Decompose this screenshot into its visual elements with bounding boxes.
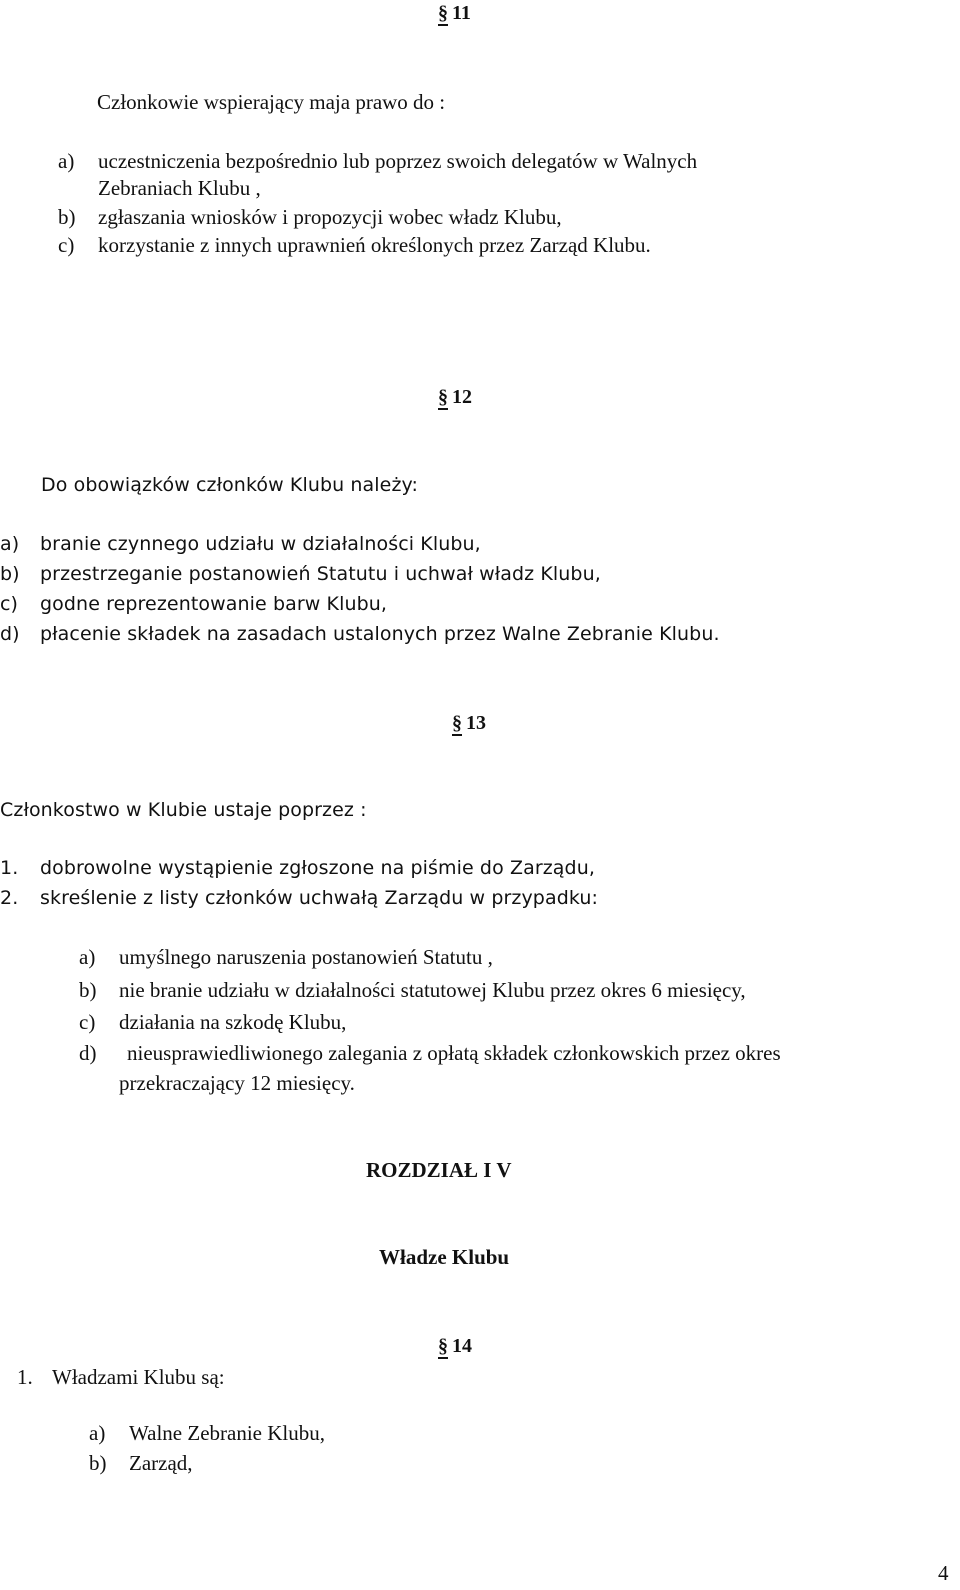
- section-13-intro: Członkostwo w Klubie ustaje poprzez :: [0, 799, 367, 821]
- item-text: Walne Zebranie Klubu,: [129, 1421, 325, 1445]
- item-text: uczestniczenia bezpośrednio lub poprzez swoich delegatów w Walnych: [98, 149, 698, 173]
- item-label: c): [58, 233, 75, 257]
- item-label: b): [58, 205, 76, 229]
- section-12-intro: Do obowiązków członków Klubu należy:: [41, 474, 418, 496]
- list-item: [79, 1040, 781, 1066]
- item-text: dobrowolne wystąpienie zgłoszone na piśmie do Zarządu,: [40, 857, 595, 879]
- item-text: korzystanie z innych uprawnień określonych przez Zarząd Klubu.: [98, 233, 651, 257]
- item-label: a): [89, 1421, 106, 1445]
- item-text: umyślnego naruszenia postanowień Statutu ,: [119, 945, 493, 969]
- section-11-intro: Członkowie wspierający maja prawo do :: [97, 90, 446, 114]
- item-label: a): [0, 533, 20, 555]
- item-continuation: przekraczający 12 miesięcy.: [119, 1071, 355, 1095]
- list-item: [79, 944, 493, 970]
- list-item: [58, 204, 562, 230]
- section-number: 14: [452, 1335, 472, 1357]
- item-text: nie branie udziału w działalności statutowej Klubu przez okres 6 miesięcy,: [119, 978, 746, 1002]
- list-item: [0, 531, 481, 557]
- chapter-subtitle: Władze Klubu: [379, 1245, 510, 1269]
- list-item: [0, 621, 720, 647]
- item-label: a): [79, 945, 96, 969]
- item-text: płacenie składek na zasadach ustalonych przez Walne Zebranie Klubu.: [40, 623, 720, 645]
- list-item: [17, 1364, 225, 1390]
- chapter-title: ROZDZIAŁ I V: [366, 1158, 512, 1182]
- item-continuation: Zebraniach Klubu ,: [98, 176, 261, 200]
- list-item: [0, 591, 387, 617]
- item-label: b): [0, 563, 20, 585]
- item-text: działania na szkodę Klubu,: [119, 1010, 347, 1034]
- list-item: [0, 855, 595, 881]
- item-label: c): [0, 593, 19, 615]
- item-text: zgłaszania wniosków i propozycji wobec władz Klubu,: [98, 205, 562, 229]
- item-text: branie czynnego udziału w działalności Klubu,: [40, 533, 481, 555]
- paragraph-symbol: §: [452, 712, 462, 734]
- list-item: [79, 977, 746, 1003]
- list-item: [0, 561, 601, 587]
- list-item: [89, 1450, 193, 1476]
- list-item: [58, 148, 697, 174]
- item-label: a): [58, 149, 75, 173]
- item-label: 1.: [17, 1365, 33, 1389]
- section-11-heading: [438, 0, 471, 26]
- paragraph-symbol: §: [438, 2, 448, 24]
- list-item: [58, 232, 651, 258]
- item-text: Władzami Klubu są:: [52, 1365, 225, 1389]
- section-number: 13: [466, 712, 486, 734]
- section-13-heading: [452, 710, 486, 736]
- item-label: d): [79, 1041, 97, 1065]
- item-text: skreślenie z listy członków uchwałą Zarządu w przypadku:: [40, 887, 599, 909]
- item-label: d): [0, 623, 20, 645]
- item-label: 2.: [0, 887, 19, 909]
- list-item: [89, 1420, 325, 1446]
- paragraph-symbol: §: [438, 386, 448, 408]
- section-14-heading: [438, 1333, 472, 1359]
- list-item: [0, 885, 598, 911]
- item-label: b): [79, 978, 97, 1002]
- page-number: 4: [938, 1561, 949, 1585]
- item-text: Zarząd,: [129, 1451, 193, 1475]
- item-text: nieusprawiedliwionego zalegania z opłatą składek członkowskich przez okres: [127, 1041, 781, 1065]
- item-label: b): [89, 1451, 107, 1475]
- item-label: 1.: [0, 857, 19, 879]
- item-label: c): [79, 1010, 96, 1034]
- paragraph-symbol: §: [438, 1335, 448, 1357]
- item-text: godne reprezentowanie barw Klubu,: [40, 593, 388, 615]
- section-number: 11: [452, 2, 471, 24]
- item-text: przestrzeganie postanowień Statutu i uchwał władz Klubu,: [40, 563, 601, 585]
- section-number: 12: [452, 386, 472, 408]
- list-item: [79, 1009, 346, 1035]
- section-12-heading: [438, 384, 472, 410]
